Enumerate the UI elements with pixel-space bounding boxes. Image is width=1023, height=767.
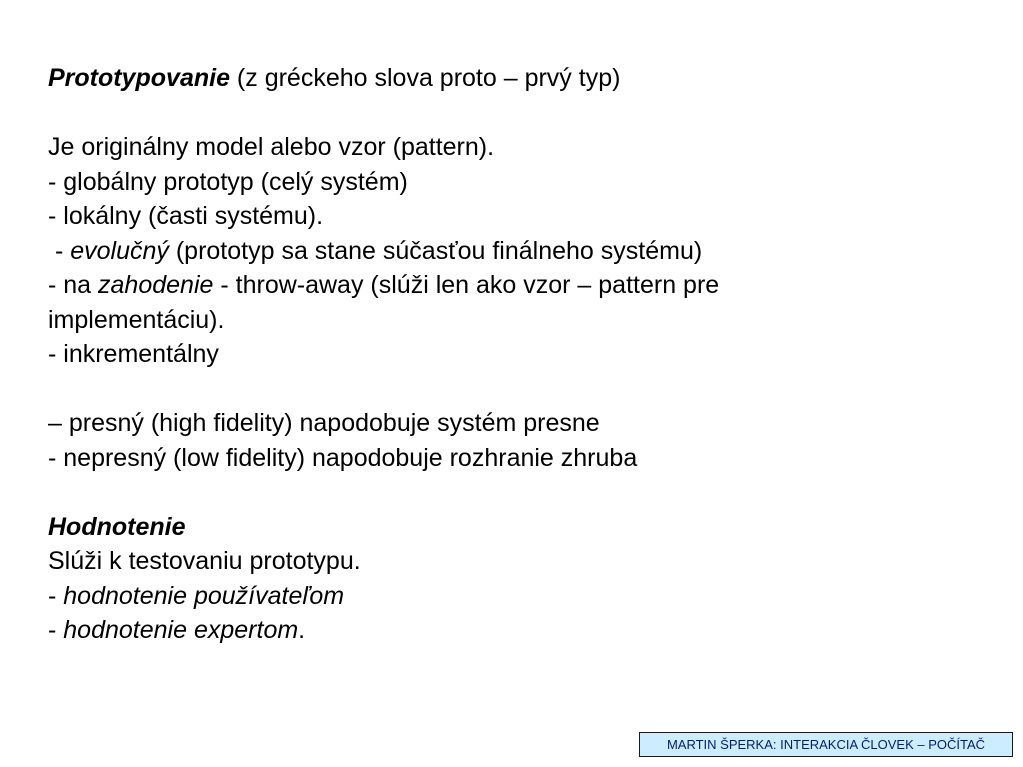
spacer — [48, 96, 948, 131]
suffix: . — [298, 616, 306, 644]
experts-evaluation-term: hodnotenie expertom — [63, 616, 299, 644]
definition-text: Je originálny model alebo vzor (pattern). — [48, 133, 495, 161]
prototyping-heading-line — [48, 61, 948, 96]
kind-local: - lokálny (časti systému). — [48, 202, 324, 230]
fidelity-high: – presný (high fidelity) napodobuje systém presne — [48, 409, 600, 437]
prototyping-etymology: (z gréckeho slova proto – prvý typ) — [229, 64, 621, 92]
users-evaluation-term: hodnotenie používateľom — [63, 581, 345, 610]
evaluation-by-experts — [48, 613, 948, 648]
footer-label: MARTIN ŠPERKA: INTERAKCIA ČLOVEK – POČÍTAČ — [666, 737, 986, 752]
throwaway-desc: - throw-away (slúži len ako vzor – pattern pre — [213, 271, 720, 299]
evaluation-intro: Slúži k testovaniu prototypu. — [48, 547, 361, 575]
spacer — [48, 372, 948, 407]
kind-throwaway-continuation: implementáciu). — [48, 305, 225, 334]
prototyping-term: Prototypovanie — [48, 64, 230, 92]
bullet-prefix: - na — [48, 271, 99, 299]
evaluation-heading: Hodnotenie — [48, 512, 186, 541]
bullet-prefix: - — [48, 616, 64, 644]
kind-evolutionary — [48, 234, 948, 269]
fidelity-low: - nepresný (low fidelity) napodobuje rozhranie zhruba — [48, 443, 638, 472]
evolutionary-desc: (prototyp sa stane súčasťou finálneho systému) — [168, 236, 703, 265]
evaluation-by-users — [48, 579, 948, 614]
bullet-prefix: - — [48, 581, 64, 610]
evolutionary-term: evolučný — [70, 236, 169, 265]
footer-banner — [639, 732, 1013, 757]
throwaway-term: zahodenie — [98, 271, 214, 299]
slide-body — [48, 61, 948, 648]
spacer — [48, 475, 948, 510]
bullet-prefix: - — [48, 236, 71, 265]
kind-throwaway — [48, 268, 948, 303]
kind-incremental: - inkrementálny — [48, 340, 219, 368]
kind-global: - globálny prototyp (celý systém) — [48, 167, 408, 196]
